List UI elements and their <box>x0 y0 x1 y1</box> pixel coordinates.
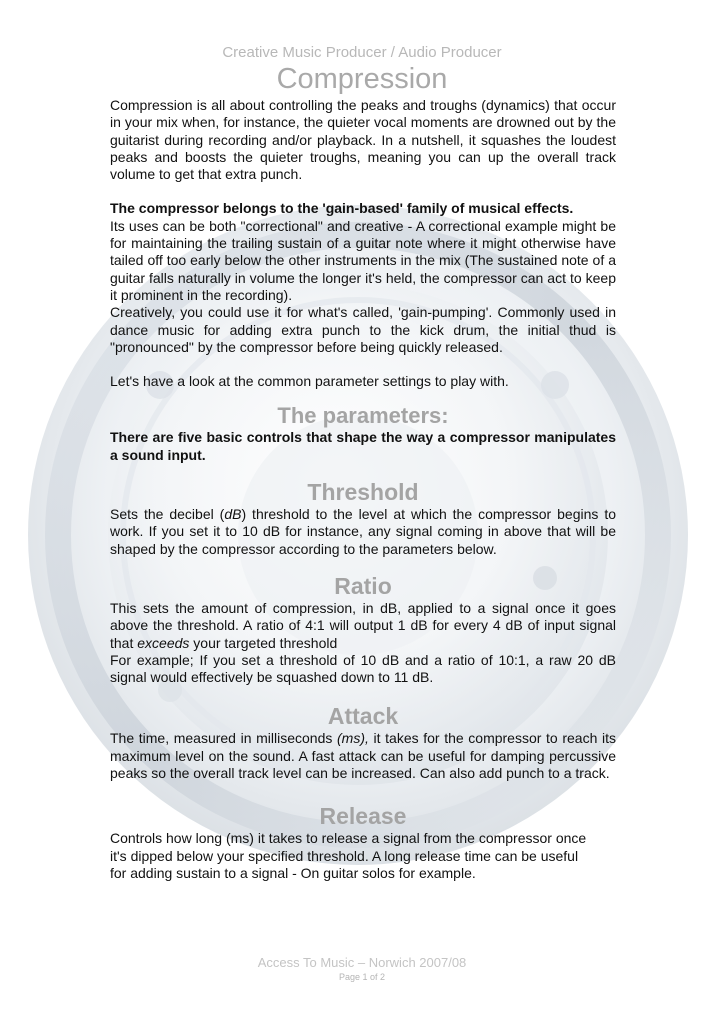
family-heading: The compressor belongs to the 'gain-based' family of musical effects. <box>110 200 574 217</box>
document-body <box>110 97 616 882</box>
release-paragraph <box>110 830 616 882</box>
page-number: Page 1 of 2 <box>338 972 386 982</box>
ratio-example-paragraph: For example; If you set a threshold of 10 dB and a ratio of 10:1, a raw 20 dB signal would effectively be squashed down to 11 dB. <box>110 651 616 686</box>
parameters-intro: There are five basic controls that shape the way a compressor manipulates a sound input. <box>110 429 616 463</box>
threshold-paragraph: Sets the decibel (dB) threshold to the level at which the compressor begins to work. If you set it to 10 dB for instance, any signal coming in above that will be shaped by the compressor according to the parameters below. <box>110 506 617 557</box>
ratio-heading: Ratio <box>334 572 392 599</box>
release-line: it's dipped below your specified threshold. A long release time can be useful <box>110 847 579 864</box>
release-line: Controls how long (ms) it takes to release a signal from the compressor once <box>110 830 587 847</box>
running-footer: Access To Music – Norwich 2007/08 <box>257 955 467 970</box>
threshold-heading: Threshold <box>307 479 419 506</box>
uses-paragraph: Its uses can be both "correctional" and creative - A correctional example might be for maintaining the trailing sustain of a guitar note where it might otherwise have tailed off too early below the other instruments in the mix (The sustained note of a guitar falls naturally in volume the longer it's held, the compressor can act to keep it prominent in the recording). <box>110 217 616 303</box>
ratio-paragraph: This sets the amount of compression, in dB, applied to a signal once it goes above the threshold. A ratio of 4:1 will output 1 dB for every 4 dB of input signal that exceeds your targeted threshold <box>110 599 616 651</box>
attack-paragraph: The time, measured in milliseconds (ms), it takes for the compressor to reach its maximum level on the sound. A fast attack can be useful for damping percussive peaks so the overall track level can be increased. Can also add punch to a track. <box>110 730 616 782</box>
parameters-heading: The parameters: <box>277 403 449 429</box>
attack-heading: Attack <box>327 703 399 730</box>
running-header: Creative Music Producer / Audio Producer <box>222 44 502 61</box>
release-line: for adding sustain to a signal - On guitar solos for example. <box>110 864 476 881</box>
intro-paragraph: Compression is all about controlling the peaks and troughs (dynamics) that occur in your mix when, for instance, the quieter vocal moments are drowned out by the guitarist during recording and/or playback. In a nutshell, it squashes the loudest peaks and boosts the quieter troughs, meaning you can up the overall track volume to get that extra punch. <box>110 97 616 183</box>
lookat-paragraph: Let's have a look at the common parameter settings to play with. <box>110 373 509 390</box>
page-title: Compression <box>276 63 448 95</box>
creative-paragraph: Creatively, you could use it for what's called, 'gain-pumping'. Commonly used in dance music for adding extra punch to the kick drum, the initial thud is "pronounced" by the compressor before being quickly released. <box>110 304 616 355</box>
release-heading: Release <box>319 803 407 830</box>
